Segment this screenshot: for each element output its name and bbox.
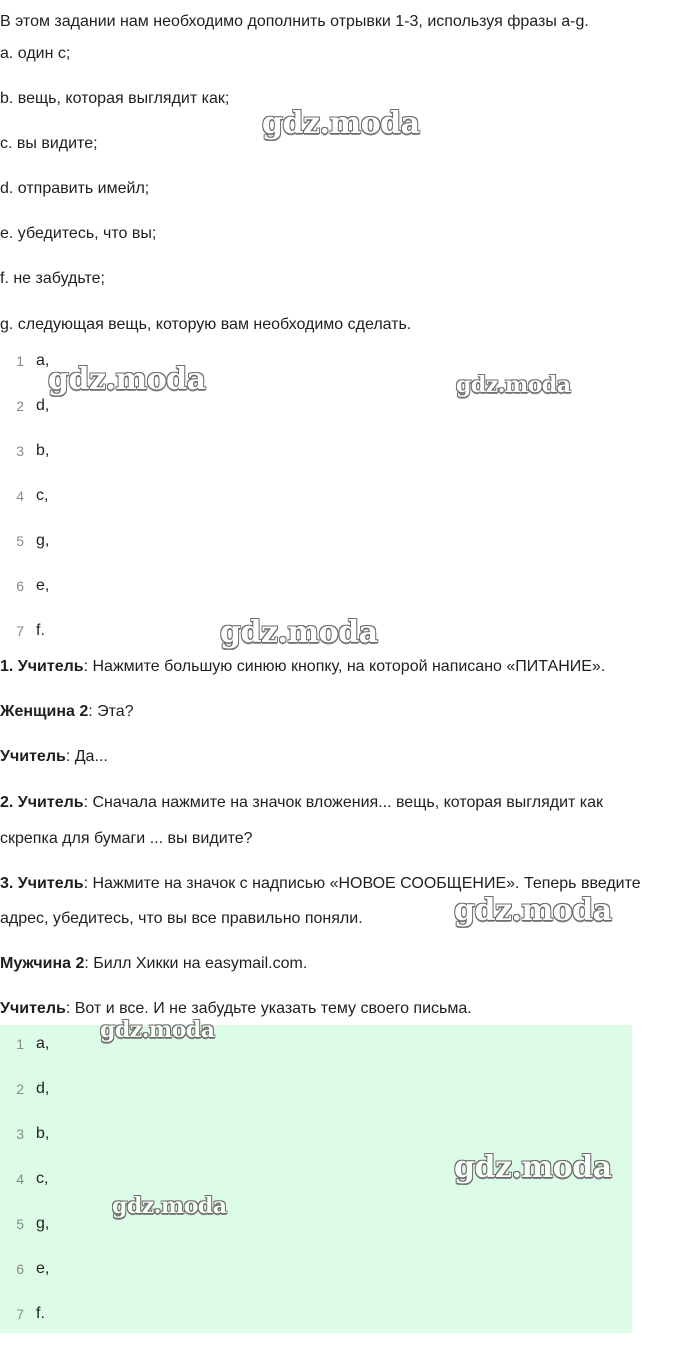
dialogue-line (0, 908, 363, 930)
dialogue-text: : Нажмите на значок с надписью «НОВОЕ СООБЩЕНИЕ». Теперь введите (83, 875, 641, 892)
dialogue-text: : Вот и все. И не забудьте указать тему своего письма. (65, 1000, 472, 1017)
dialogue-text: : Эта? (88, 703, 134, 720)
speaker: Мужчина 2 (0, 955, 85, 972)
speaker: 2. Учитель (0, 794, 84, 811)
line-number: 7 (16, 623, 24, 639)
phrase-d: d. отправить имейл; (0, 180, 150, 197)
code-text: a, (36, 352, 50, 369)
dialogue-text: : Да... (65, 748, 108, 765)
phrase-a: a. один с; (0, 45, 71, 62)
dialogue-line (0, 873, 641, 895)
dialogue-line (0, 792, 603, 814)
speaker: 3. Учитель (0, 875, 84, 892)
speaker: Женщина 2 (0, 703, 89, 720)
watermark-logo: gdz.moda (262, 106, 420, 141)
code-text: g, (36, 1215, 50, 1232)
line-number: 3 (16, 443, 24, 459)
watermark-logo: gdz.moda (454, 893, 612, 928)
line-number: 6 (16, 578, 24, 594)
line-number: 3 (16, 1126, 24, 1142)
watermark-logo: gdz.moda (48, 362, 206, 397)
speaker: Учитель (0, 1000, 66, 1017)
code-text: g, (36, 532, 50, 549)
phrase-b: b. вещь, которая выглядит как; (0, 90, 230, 107)
speaker: Учитель (0, 748, 66, 765)
intro-text: В этом задании нам необходимо дополнить отрывки 1-3, используя фразы a-g. (0, 13, 589, 30)
line-number: 2 (16, 1081, 24, 1097)
watermark-logo: gdz.moda (100, 1017, 215, 1043)
dialogue-line (0, 701, 134, 723)
dialogue-text: : Нажмите большую синюю кнопку, на которой написано «ПИТАНИЕ». (83, 658, 606, 675)
code-text: f. (36, 622, 45, 639)
code-text: a, (36, 1035, 50, 1052)
line-number: 4 (16, 1171, 24, 1187)
dialogue-text: : Сначала нажмите на значок вложения... вещь, которая выглядит как (83, 794, 604, 811)
dialogue-text: скрепка для бумаги ... вы видите? (0, 830, 253, 847)
code-text: c, (36, 1170, 49, 1187)
code-text: e, (36, 577, 50, 594)
dialogue-text: : Билл Хикки на easymail.com. (84, 955, 308, 972)
speaker: 1. Учитель (0, 658, 84, 675)
line-number: 1 (16, 1036, 24, 1052)
dialogue-line (0, 998, 472, 1020)
line-number: 6 (16, 1261, 24, 1277)
code-text: b, (36, 1125, 50, 1142)
watermark-logo: gdz.moda (456, 372, 571, 398)
line-number: 2 (16, 398, 24, 414)
code-text: d, (36, 1080, 50, 1097)
dialogue-line (0, 828, 253, 850)
line-number: 5 (16, 533, 24, 549)
dialogue-line (0, 656, 605, 678)
code-text: d, (36, 397, 50, 414)
phrase-e: e. убедитесь, что вы; (0, 225, 157, 242)
phrase-f: f. не забудьте; (0, 270, 105, 287)
line-number: 5 (16, 1216, 24, 1232)
phrase-g: g. следующая вещь, которую вам необходимо сделать. (0, 316, 412, 333)
line-number: 4 (16, 488, 24, 504)
dialogue-text: адрес, убедитесь, что вы все правильно поняли. (0, 910, 363, 927)
watermark-logo: gdz.moda (454, 1150, 612, 1185)
line-number: 7 (16, 1306, 24, 1322)
code-text: c, (36, 487, 49, 504)
line-number: 1 (16, 353, 24, 369)
code-text: b, (36, 442, 50, 459)
watermark-logo: gdz.moda (112, 1193, 227, 1219)
dialogue-line (0, 953, 307, 975)
code-text: f. (36, 1305, 45, 1322)
dialogue-line (0, 746, 108, 768)
watermark-logo: gdz.moda (220, 615, 378, 650)
code-text: e, (36, 1260, 50, 1277)
phrase-c: c. вы видите; (0, 135, 98, 152)
